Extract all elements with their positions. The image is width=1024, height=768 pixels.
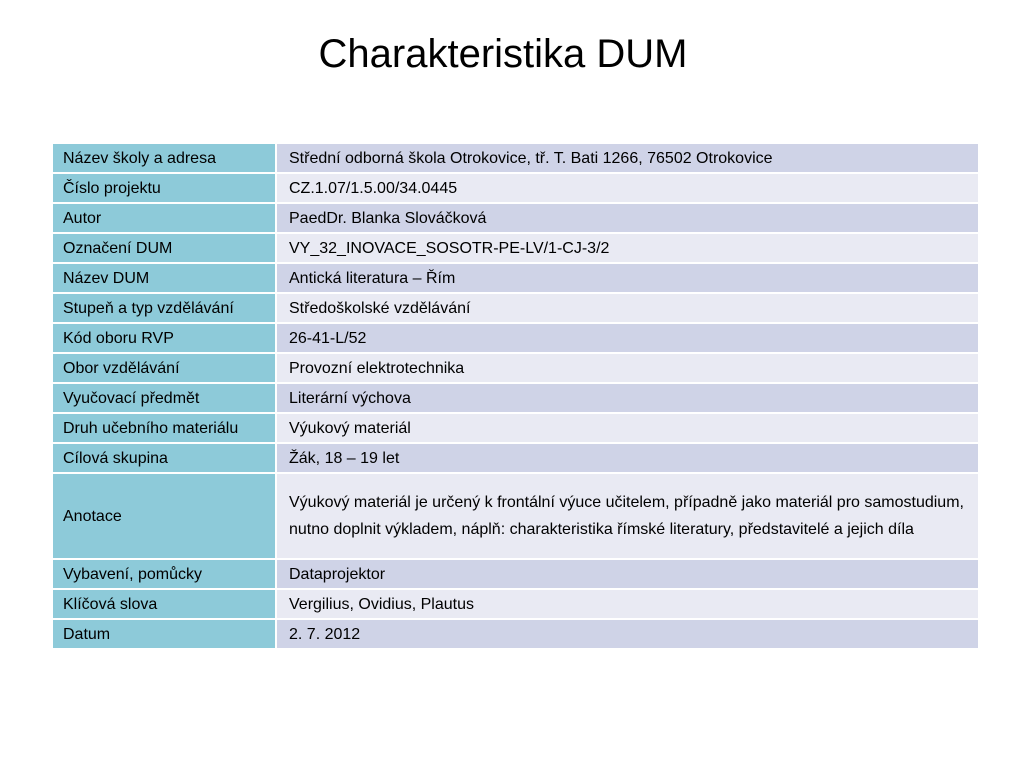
row-value-field: Provozní elektrotechnika [276,353,979,383]
row-label-dum-code: Označení DUM [53,233,276,263]
row-label-annotation: Anotace [53,473,276,559]
row-value-author: PaedDr. Blanka Slováčková [276,203,979,233]
table-row-keywords [53,589,979,619]
row-value-material-type: Výukový materiál [276,413,979,443]
row-label-author: Autor [53,203,276,233]
row-label-date: Datum [53,619,276,649]
row-value-keywords: Vergilius, Ovidius, Plautus [276,589,979,619]
row-value-date: 2. 7. 2012 [276,619,979,649]
table-row-date [53,619,979,649]
row-value-dum-code: VY_32_INOVACE_SOSOTR-PE-LV/1-CJ-3/2 [276,233,979,263]
dum-info-table [53,142,980,650]
row-value-school: Střední odborná škola Otrokovice, tř. T. Bati 1266, 76502 Otrokovice [276,143,979,173]
slide-title: Charakteristika DUM [318,32,688,76]
row-value-rvp-code: 26-41-L/52 [276,323,979,353]
table-row-rvp-code [53,323,979,353]
row-label-education-level: Stupeň a typ vzdělávání [53,293,276,323]
row-value-annotation: Výukový materiál je určený k frontální výuce učitelem, případně jako materiál pro samostudium, nutno doplnit výkladem, náplň: charakteristika římské literatury, představitelé a jejich díla [276,473,979,559]
row-label-dum-name: Název DUM [53,263,276,293]
table-row-equipment [53,559,979,589]
table-row-project-number [53,173,979,203]
row-label-subject: Vyučovací předmět [53,383,276,413]
table-row-dum-name [53,263,979,293]
table-row-subject [53,383,979,413]
row-label-field: Obor vzdělávání [53,353,276,383]
row-value-subject: Literární výchova [276,383,979,413]
row-value-equipment: Dataprojektor [276,559,979,589]
row-value-dum-name: Antická literatura – Řím [276,263,979,293]
table-row-field [53,353,979,383]
table-row-education-level [53,293,979,323]
row-label-material-type: Druh učebního materiálu [53,413,276,443]
row-label-rvp-code: Kód oboru RVP [53,323,276,353]
row-label-target-group: Cílová skupina [53,443,276,473]
table-row-annotation [53,473,979,559]
table-row-school [53,143,979,173]
row-label-school: Název školy a adresa [53,143,276,173]
table-row-dum-code [53,233,979,263]
row-value-target-group: Žák, 18 – 19 let [276,443,979,473]
row-value-project-number: CZ.1.07/1.5.00/34.0445 [276,173,979,203]
row-value-education-level: Středoškolské vzdělávání [276,293,979,323]
row-label-project-number: Číslo projektu [53,173,276,203]
table-row-author [53,203,979,233]
table-row-material-type [53,413,979,443]
row-label-equipment: Vybavení, pomůcky [53,559,276,589]
row-label-keywords: Klíčová slova [53,589,276,619]
table-row-target-group [53,443,979,473]
